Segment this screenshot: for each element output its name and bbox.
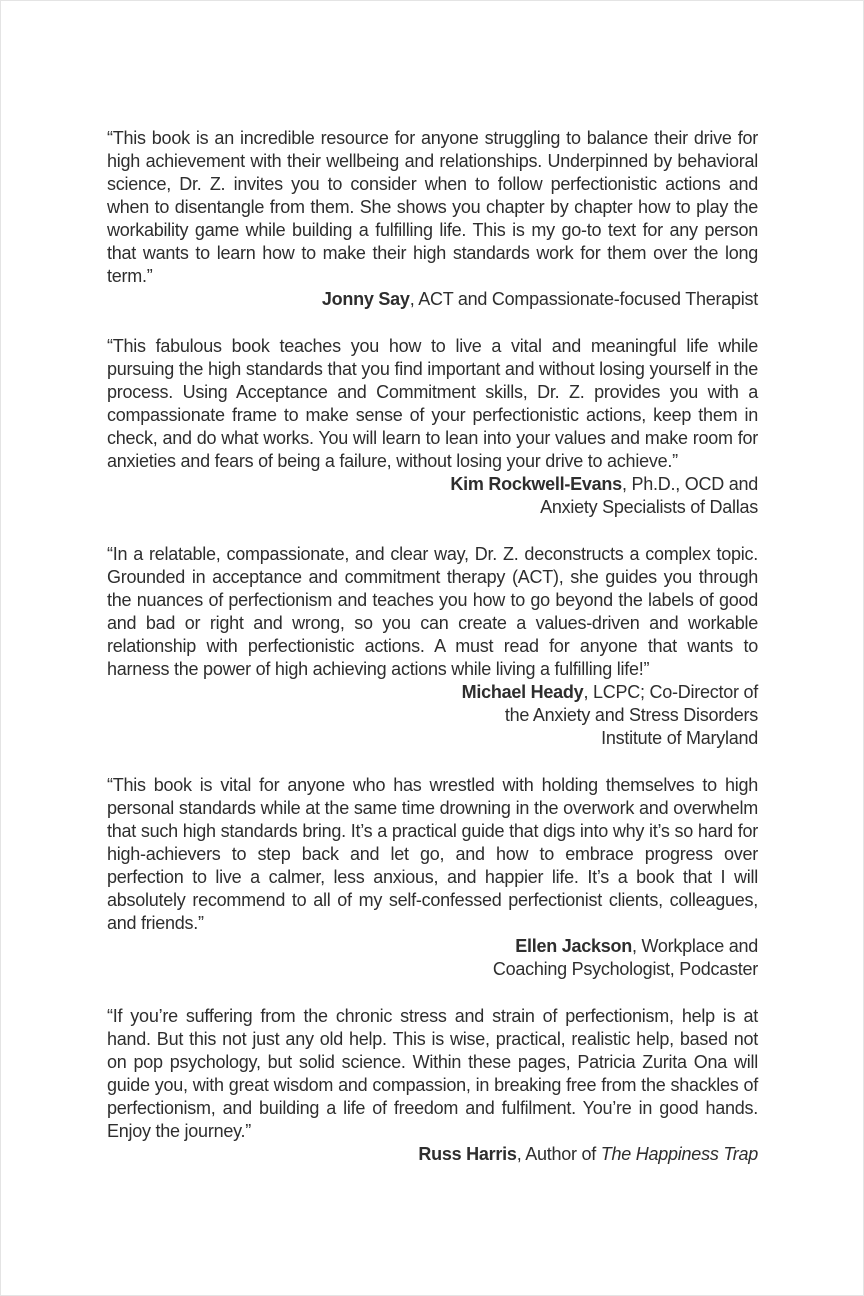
quote-attribution (107, 681, 758, 750)
endorsement-quote-2 (107, 335, 758, 519)
attribution-line: Coaching Psychologist, Podcaster (492, 959, 758, 979)
quote-attribution (107, 288, 758, 311)
endorser-name: Russ Harris (418, 1144, 517, 1164)
attribution-line (107, 935, 758, 958)
endorser-title: , Workplace and (632, 936, 758, 956)
endorser-name: Michael Heady (461, 682, 584, 702)
quote-text: “This book is vital for anyone who has wrestled with holding themselves to high personal standards while at the same time drowning in the overwork and overwhelm that such high standards bring. It’s a practical guide that digs into why it’s so hard for high-achievers to step back and let go, and how to embrace progress over perfection to live a calmer, less anxious, and happier life. It’s a book that I will absolutely recommend to all of my self-confessed perfectionist clients, colleagues, and friends.” (107, 775, 758, 933)
quote-text: “This book is an incredible resource for anyone struggling to balance their drive for high achievement with their wellbeing and relationships. Underpinned by behavioral science, Dr. Z. invites you to consider when to follow perfectionistic actions and when to disentangle from them. She shows you chapter by chapter how to play the workability game while building a fulfilling life. This is my go-to text for any person that wants to learn how to make their high standards work for them over the long term.” (107, 128, 758, 286)
quote-attribution (107, 935, 758, 981)
endorsement-quote-4 (107, 774, 758, 981)
endorser-title: , LCPC; Co-Director of (583, 682, 758, 702)
attribution-line (107, 681, 758, 704)
endorsement-quote-3 (107, 543, 758, 750)
attribution-line: the Anxiety and Stress Disorders (504, 705, 758, 725)
endorser-title: , ACT and Compassionate-focused Therapist (409, 289, 758, 309)
quote-attribution (107, 473, 758, 519)
book-title-italic: The Happiness Trap (600, 1144, 758, 1164)
endorser-name: Kim Rockwell-Evans (450, 474, 622, 494)
endorser-name: Ellen Jackson (515, 936, 632, 956)
attribution-line (107, 473, 758, 496)
endorsement-quote-1 (107, 127, 758, 311)
endorser-title: , Author of (516, 1144, 601, 1164)
quote-attribution (107, 1143, 758, 1166)
endorsement-quote-5 (107, 1005, 758, 1166)
endorser-name: Jonny Say (321, 289, 410, 309)
endorser-title: , Ph.D., OCD and (621, 474, 758, 494)
attribution-line: Institute of Maryland (601, 728, 758, 748)
quote-text: “This fabulous book teaches you how to live a vital and meaningful life while pursuing the high standards that you find important and without losing yourself in the process. Using Acceptance and Commitment skills, Dr. Z. provides you with a compassionate frame to make sense of your perfectionistic actions, keep them in check, and do what works. You will learn to lean into your values and make room for anxieties and fears of being a failure, without losing your drive to achieve.” (107, 336, 758, 471)
attribution-line: Anxiety Specialists of Dallas (540, 497, 758, 517)
quote-text: “If you’re suffering from the chronic stress and strain of perfectionism, help is at hand. But this not just any old help. This is wise, practical, realistic help, based not on pop psychology, but solid science. Within these pages, Patricia Zurita Ona will guide you, with great wisdom and compassion, in breaking free from the shackles of perfectionism, and building a life of freedom and fulfilment. You’re in good hands. Enjoy the journey.” (107, 1006, 758, 1141)
quote-text: “In a relatable, compassionate, and clear way, Dr. Z. deconstructs a complex topic. Grounded in acceptance and commitment therapy (ACT), she guides you through the nuances of perfectionism and teaches you how to go beyond the labels of good and bad or right and wrong, so you can create a values-driven and workable relationship with perfectionistic actions. A must read for anyone that wants to harness the power of high achieving actions while living a fulfilling life!” (107, 544, 758, 679)
